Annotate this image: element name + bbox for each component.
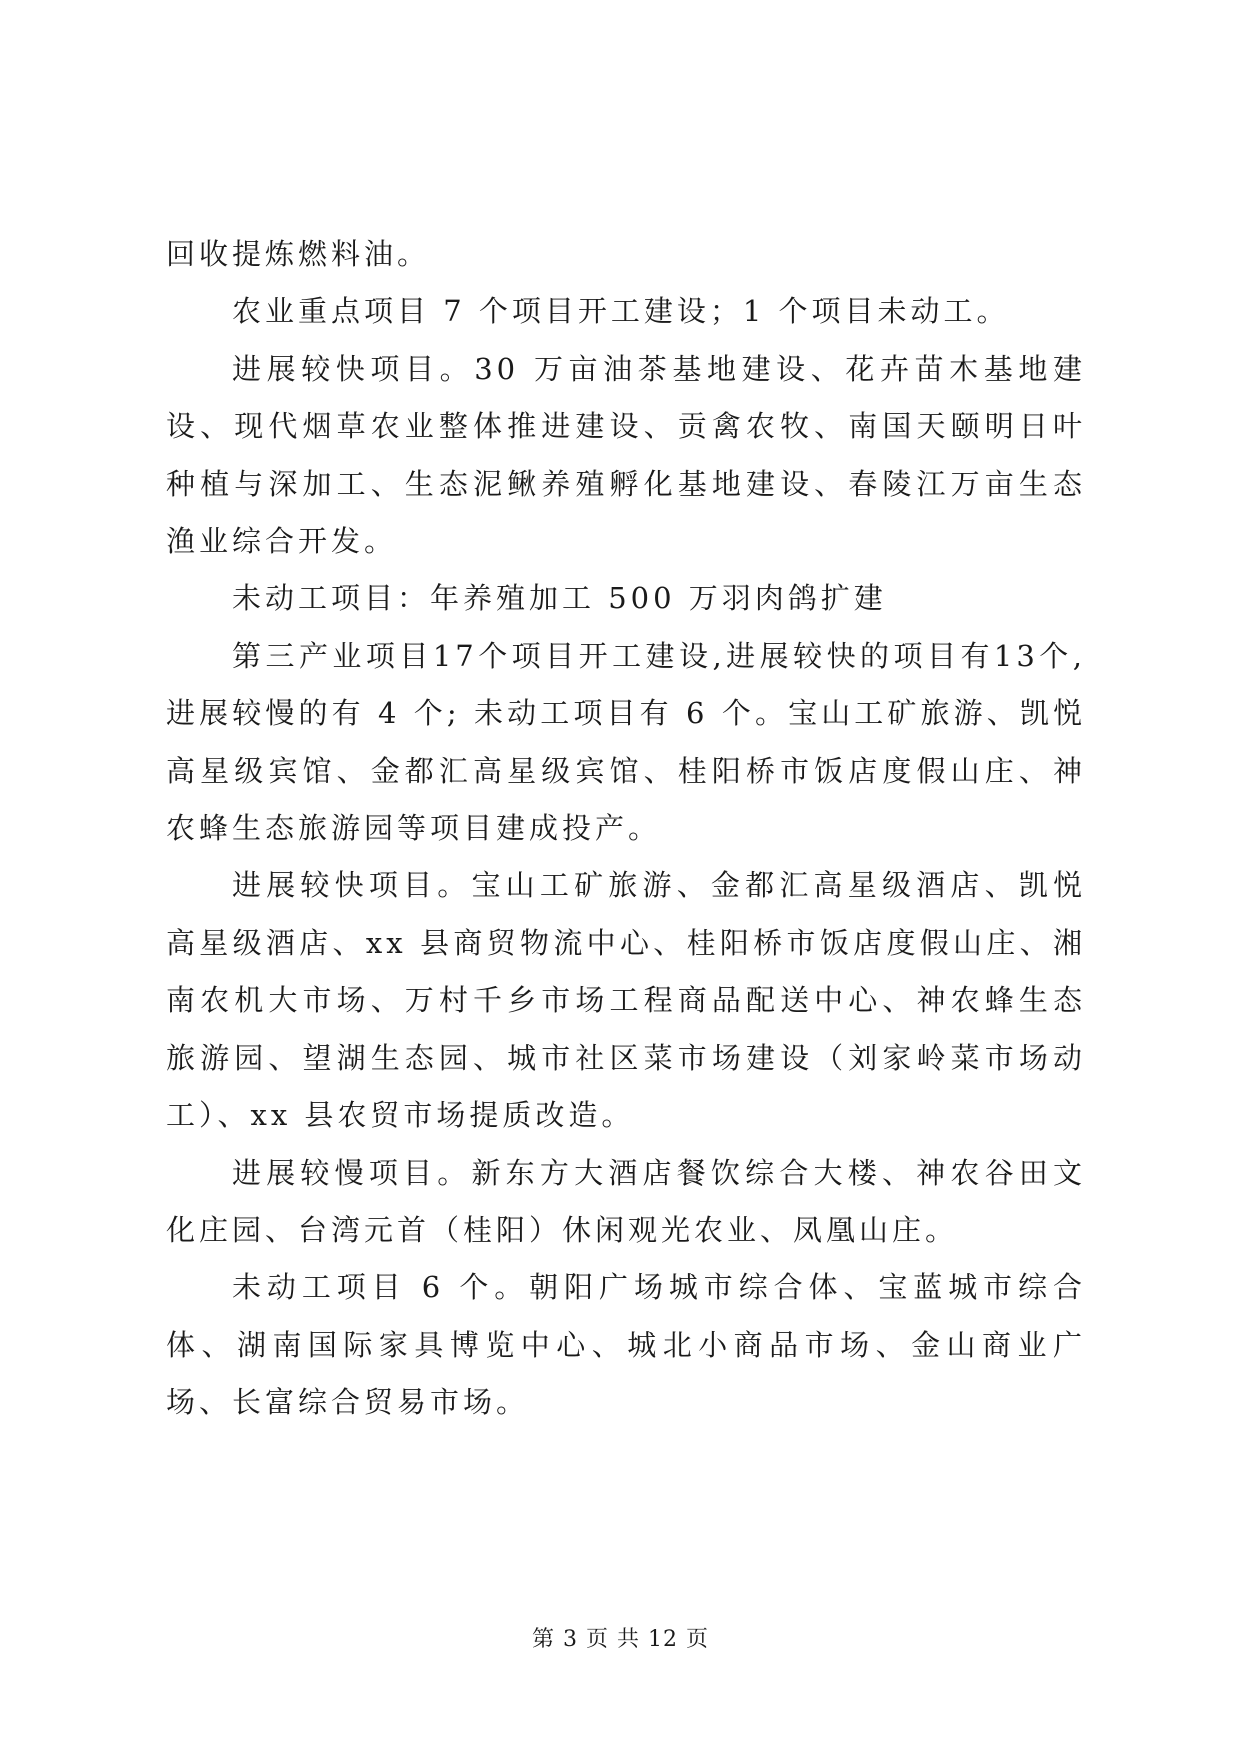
paragraph-tertiary-summary: 第三产业项目17个项目开工建设,进展较快的项目有13个,进展较慢的有 4 个; 未动工项目有 6 个。宝山工矿旅游、凯悦高星级宾馆、金都汇高星级宾馆、桂阳桥市饭店度假山庄、神农蜂生态旅游园等项目建成投产。 (166, 638, 1086, 846)
paragraph-agriculture-fast-projects: 进展较快项目。30 万亩油茶基地建设、花卉苗木基地建设、现代烟草农业整体推进建设、贡禽农牧、南国天颐明日叶种植与深加工、生态泥鳅养殖孵化基地建设、春陵江万亩生态渔业综合开发。 (166, 351, 1086, 559)
page-number-footer: 第 3 页 共 12 页 (532, 1627, 709, 1652)
paragraph-tertiary-not-started: 未动工项目 6 个。朝阳广场城市综合体、宝蓝城市综合体、湖南国际家具博览中心、城北小商品市场、金山商业广场、长富综合贸易市场。 (166, 1270, 1086, 1420)
paragraph-agriculture-not-started: 未动工项目：年养殖加工 500 万羽肉鸽扩建 (232, 581, 887, 616)
document-body (166, 226, 1086, 1432)
paragraph-continuation: 回收提炼燃料油。 (166, 237, 431, 271)
paragraph-tertiary-slow-projects: 进展较慢项目。新东方大酒店餐饮综合大楼、神农谷田文化庄园、台湾元首（桂阳）休闲观光农业、凤凰山庄。 (166, 1155, 1086, 1247)
paragraph-agriculture-summary: 农业重点项目 7 个项目开工建设；1 个项目未动工。 (232, 294, 1010, 329)
paragraph-tertiary-fast-projects: 进展较快项目。宝山工矿旅游、金都汇高星级酒店、凯悦高星级酒店、xx 县商贸物流中心、桂阳桥市饭店度假山庄、湘南农机大市场、万村千乡市场工程商品配送中心、神农蜂生态旅游园、望湖生态园、城市社区菜市场建设（刘家岭菜市场动工）、xx 县农贸市场提质改造。 (166, 868, 1086, 1133)
